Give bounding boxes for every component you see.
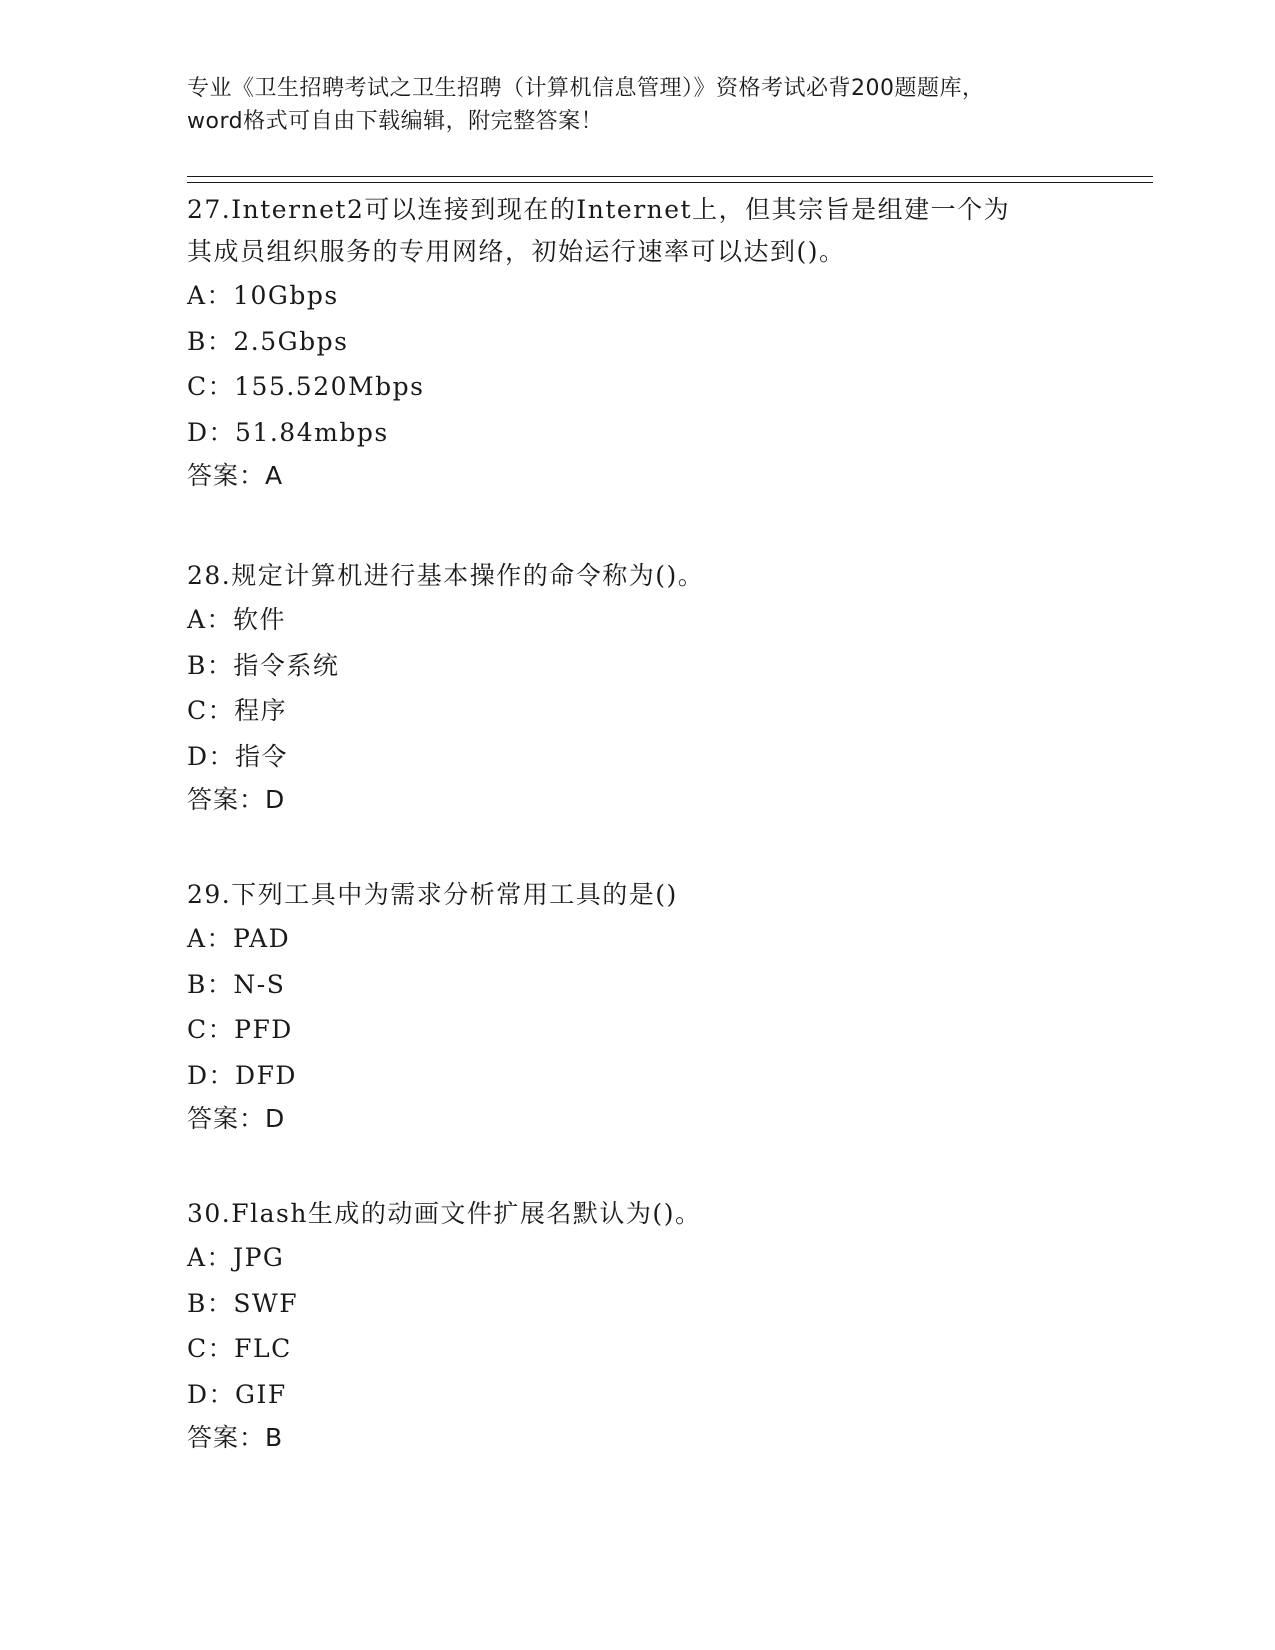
question-stem-line: 其成员组织服务的专用网络，初始运行速率可以达到()。	[187, 237, 846, 266]
option-c: C：155.520Mbps	[187, 372, 425, 401]
option-d: D：51.84mbps	[187, 417, 389, 447]
question-stem-line: 28.规定计算机进行基本操作的命令称为()。	[187, 561, 705, 590]
option-b: B：N-S	[187, 969, 286, 999]
option-c: C：PFD	[187, 1015, 293, 1044]
document-header	[187, 72, 1087, 138]
question-27	[187, 189, 1147, 497]
option-d: D：GIF	[187, 1379, 287, 1409]
option-a: A：PAD	[187, 924, 291, 953]
header-divider-top	[187, 176, 1153, 177]
option-d: D：DFD	[187, 1060, 297, 1090]
question-30	[187, 1193, 1147, 1459]
header-divider-bottom	[187, 182, 1153, 183]
option-b: B：2.5Gbps	[187, 326, 349, 356]
option-c: C：FLC	[187, 1334, 292, 1363]
option-a: A：10Gbps	[187, 281, 339, 310]
question-29	[187, 874, 1147, 1140]
option-c: C：程序	[187, 696, 288, 725]
question-stem-line: 30.Flash生成的动画文件扩展名默认为()。	[187, 1199, 702, 1228]
option-b: B：SWF	[187, 1288, 299, 1318]
option-b: B：指令系统	[187, 650, 340, 680]
question-stem-line: 29.下列工具中为需求分析常用工具的是()	[187, 880, 678, 909]
header-line-1: 专业《卫生招聘考试之卫生招聘（计算机信息管理）》资格考试必背200题题库，	[187, 76, 985, 101]
question-28	[187, 555, 1147, 821]
header-line-2: word格式可自由下载编辑，附完整答案！	[187, 109, 604, 134]
option-a: A：软件	[187, 605, 287, 634]
answer-label: 答案：A	[187, 461, 284, 490]
option-d: D：指令	[187, 741, 289, 771]
answer-label: 答案：D	[187, 785, 286, 814]
answer-label: 答案：D	[187, 1104, 286, 1133]
answer-label: 答案：B	[187, 1423, 284, 1452]
question-stem-line: 27.Internet2可以连接到现在的Internet上，但其宗旨是组建一个为	[187, 195, 1011, 224]
option-a: A：JPG	[187, 1243, 285, 1272]
